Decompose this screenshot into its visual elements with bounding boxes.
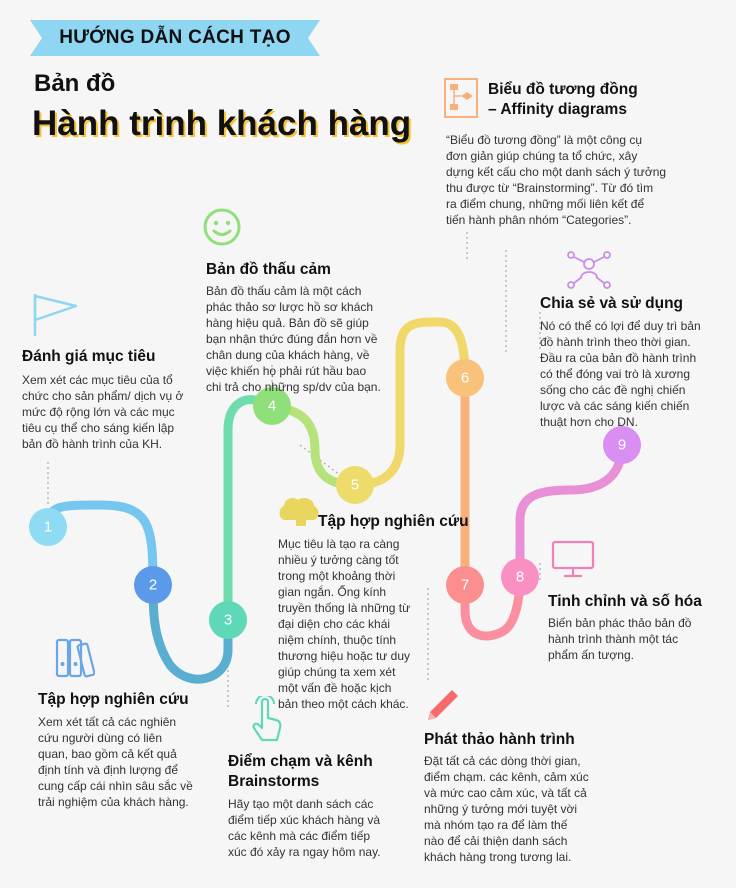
brain-icon bbox=[276, 494, 320, 528]
step-number: 3 bbox=[223, 611, 233, 629]
step-node-2 bbox=[134, 566, 172, 604]
step-number: 6 bbox=[460, 369, 470, 387]
share-text: Nó có thể có lợi để duy trì bản đồ hành trình theo thời gian. Đầu ra của bản đồ hành trình có thể đóng vai trò là xương sống cho các đề nghị chiến lược và các sáng kiến chiến thuật hơn cho DN. bbox=[540, 319, 701, 429]
step-number: 5 bbox=[350, 476, 360, 494]
goals-heading: Đánh giá mục tiêu bbox=[22, 348, 156, 365]
smiley-icon bbox=[202, 207, 242, 247]
touchpoints-text: Hãy tạo một danh sách các điểm tiếp xúc khách hàng và các kênh mà các điểm tiếp xúc đó xảy ra ngay hôm nay. bbox=[228, 797, 381, 859]
step-number: 8 bbox=[515, 568, 525, 586]
affinity-text: “Biểu đồ tương đồng” là một công cụ đơn giản giúp chúng ta tổ chức, xây dựng kết cấu cho một danh sách ý tưởng thu được từ “Brainstorming”. Từ đó tìm ra điểm chung, những mối liên kết để tiến hành phân nhóm “Categories”. bbox=[446, 133, 667, 227]
step-number: 1 bbox=[43, 518, 53, 536]
step-node-3 bbox=[209, 601, 247, 639]
step-node-7 bbox=[446, 566, 484, 604]
affinity-heading: Biểu đồ tương đồng – Affinity diagrams bbox=[488, 81, 638, 118]
network-people-icon bbox=[566, 250, 612, 290]
research2-heading: Tập hợp nghiên cứu bbox=[318, 513, 469, 530]
research1-heading: Tập hợp nghiên cứu bbox=[38, 691, 189, 708]
page-title: Hành trình khách hàng bbox=[32, 104, 412, 143]
step-number: 2 bbox=[148, 576, 158, 594]
step-number: 7 bbox=[460, 576, 470, 594]
research1-text: Xem xét tất cả các nghiên cứu người dùng có liên quan, bao gồm cả kết quả định tính và định lượng để cung cấp cái nhìn sâu sắc về trải nghiệm của khách hàng. bbox=[38, 715, 193, 809]
flag-icon bbox=[32, 292, 82, 338]
research2-text: Mục tiêu là tạo ra càng nhiều ý tưởng càng tốt trong một khoảng thời gian ngắn. Ống kính truyền thống là những từ đại diện cho các khái niệm chính, thuộc tính thương hiệu hoặc tư duy giúp chúng ta xem xét một vấn đề hoặc kịch bản theo một cách khác. bbox=[278, 537, 411, 711]
step-node-5 bbox=[336, 466, 374, 504]
ribbon-label: HƯỚNG DẪN CÁCH TẠO bbox=[59, 27, 291, 48]
step-number: 9 bbox=[617, 436, 627, 454]
refine-heading: Tinh chỉnh và số hóa bbox=[548, 593, 702, 610]
step-number: 4 bbox=[267, 397, 277, 415]
page-subtitle: Bản đồ bbox=[34, 70, 116, 97]
goals-text: Xem xét các mục tiêu của tổ chức cho sản phẩm/ dịch vụ ở mức độ rộng lớn và các mục tiêu cụ thể cho sáng kiến lập bản đồ hành trình của KH. bbox=[22, 373, 184, 451]
monitor-icon bbox=[551, 540, 595, 580]
step-node-9 bbox=[603, 426, 641, 464]
empathy-heading: Bản đồ thấu cảm bbox=[206, 261, 331, 278]
refine-text: Biến bản phác thảo bản đồ hành trình thành một tác phẩm ấn tượng. bbox=[548, 616, 692, 662]
draft-text: Đặt tất cả các dòng thời gian, điểm chạm. các kênh, cảm xúc và mức cao cảm xúc, và tất cả những ý tưởng mới tuyệt vời mà nhóm tạo ra để làm thế nào để cải thiện danh sách khách hàng trong tương lai. bbox=[424, 754, 589, 864]
empathy-text: Bản đồ thấu cảm là một cách phác thảo sơ lược hồ sơ khách hàng hiệu quả. Bản đồ sẽ giúp bạn nhận thức đúng đắn hơn về chân dung của khách hàng, về việc khiến họ phải rút hầu bao chi trả cho những sp/dv của bạn. bbox=[206, 284, 381, 394]
draft-heading: Phát thảo hành trình bbox=[424, 731, 575, 748]
flowchart-icon bbox=[444, 78, 478, 118]
step-node-8 bbox=[501, 558, 539, 596]
share-heading: Chia sẻ và sử dụng bbox=[540, 295, 684, 312]
step-node-1 bbox=[29, 508, 67, 546]
binders-icon bbox=[55, 634, 95, 680]
pencil-icon bbox=[424, 684, 464, 724]
step-node-6 bbox=[446, 359, 484, 397]
touchpoints-heading: Điểm chạm và kênh Brainstorms bbox=[228, 753, 373, 790]
